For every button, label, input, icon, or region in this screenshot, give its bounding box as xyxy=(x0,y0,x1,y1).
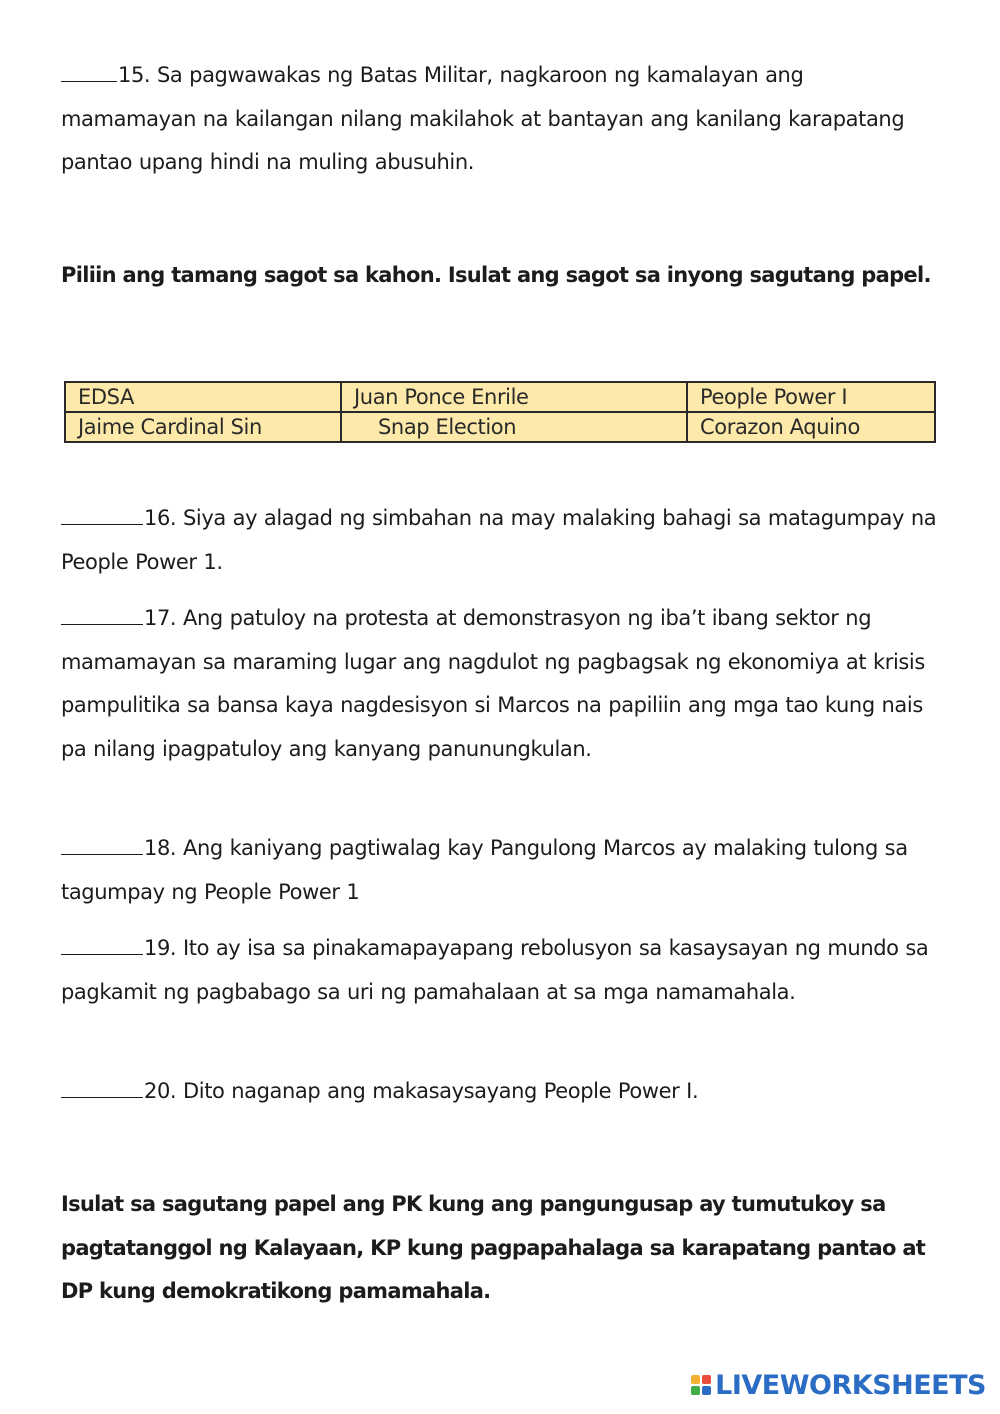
question-number: 16. xyxy=(144,506,177,530)
answer-blank-17[interactable] xyxy=(61,600,143,625)
instruction-choose: Piliin ang tamang sagot sa kahon. Isulat ang sagot sa inyong sagutang papel. xyxy=(61,263,931,287)
choice-cell: Snap Election xyxy=(341,412,687,442)
logo-square xyxy=(691,1375,700,1384)
logo-square xyxy=(702,1386,711,1395)
question-text: Dito naganap ang makasaysayang People Power I. xyxy=(182,1079,699,1103)
answer-blank-20[interactable] xyxy=(61,1073,143,1098)
question-number: 20. xyxy=(144,1079,177,1103)
liveworksheets-logo xyxy=(691,1368,986,1402)
question-number: 18. xyxy=(144,836,177,860)
logo-square xyxy=(691,1386,700,1395)
instruction-write: Isulat sa sagutang papel ang PK kung ang pangungusap ay tumutukoy sa pagtatanggol ng Kalayaan, KP kung pagpapahalaga sa karapatang pantao at DP kung demokratikong pamamahala. xyxy=(61,1192,926,1303)
question-20 xyxy=(61,1070,941,1114)
question-16 xyxy=(61,497,941,584)
choice-cell: People Power I xyxy=(687,382,935,412)
choices-row xyxy=(65,412,935,442)
answer-blank-16[interactable] xyxy=(61,500,143,525)
logo-squares-icon xyxy=(691,1375,711,1395)
logo-square xyxy=(702,1375,711,1384)
question-15 xyxy=(61,54,941,185)
question-text: Sa pagwawakas ng Batas Militar, nagkaroon ng kamalayan ang mamamayan na kailangan nilang makilahok at bantayan ang kanilang karapatang pantao upang hindi na muling abusuhin. xyxy=(61,63,905,174)
choice-cell: EDSA xyxy=(65,382,341,412)
answer-blank-19[interactable] xyxy=(61,930,143,955)
choice-cell: Jaime Cardinal Sin xyxy=(65,412,341,442)
choice-cell: Corazon Aquino xyxy=(687,412,935,442)
question-number: 15. xyxy=(118,63,151,87)
answer-blank-18[interactable] xyxy=(61,830,143,855)
choice-cell: Juan Ponce Enrile xyxy=(341,382,687,412)
question-19 xyxy=(61,927,941,1014)
question-text: Ang kaniyang pagtiwalag kay Pangulong Marcos ay malaking tulong sa tagumpay ng People Power 1 xyxy=(61,836,908,904)
question-text: Ito ay isa sa pinakamapayapang rebolusyon sa kasaysayan ng mundo sa pagkamit ng pagbabago sa uri ng pamahalaan at sa mga namamahala. xyxy=(61,936,929,1004)
question-18 xyxy=(61,827,941,914)
question-number: 19. xyxy=(144,936,177,960)
choices-box xyxy=(64,381,936,443)
question-text: Siya ay alagad ng simbahan na may malaking bahagi sa matagumpay na People Power 1. xyxy=(61,506,937,574)
logo-text: LIVEWORKSHEETS xyxy=(715,1369,986,1401)
question-text: Ang patuloy na protesta at demonstrasyon ng iba’t ibang sektor ng mamamayan sa maraming lugar ang nagdulot ng pagbagsak ng ekonomiya at krisis pampulitika sa bansa kaya nagdesisyon si Marcos na papiliin ang mga tao kung nais pa nilang ipagpatuloy ang kanyang panunungkulan. xyxy=(61,606,925,761)
question-number: 17. xyxy=(144,606,177,630)
question-17 xyxy=(61,597,941,771)
choices-row xyxy=(65,382,935,412)
answer-blank-15[interactable] xyxy=(61,57,117,82)
